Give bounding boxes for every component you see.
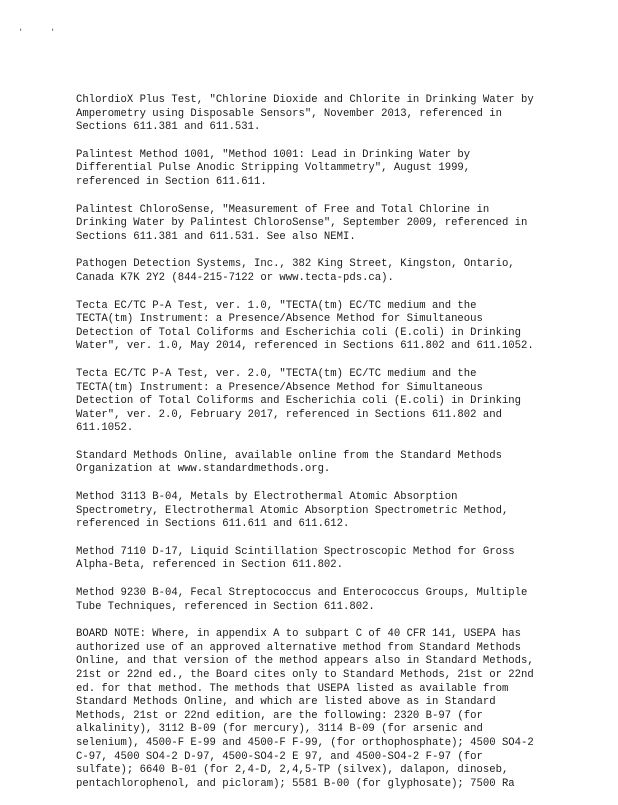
reference-pathogen-detection-systems: Pathogen Detection Systems, Inc., 382 King Street, Kingston, Ontario, Canada K7K 2Y2 (844-215-7122 or www.tecta-pds.ca). [76, 258, 515, 284]
reference-tecta-ver-2: Tecta EC/TC P-A Test, ver. 2.0, "TECTA(tm) EC/TC medium and the TECTA(tm) Instrument: a Presence/Absence Method for Simultaneous Detection of Total Coliforms and Escherichia coli (E.coli) in Drinking Water", ver. 2.0, February 2017, referenced in Sections 611.802 and 611.1052. [76, 367, 522, 435]
reference-chlordiox-plus: ChlordioX Plus Test, "Chlorine Dioxide and Chlorite in Drinking Water by Amperometry using Disposable Sensors", November 2013, referenced in Sections 611.381 and 611.531. [76, 94, 534, 134]
scan-mark: ' [50, 28, 56, 38]
board-note: BOARD NOTE: Where, in appendix A to subpart C of 40 CFR 141, USEPA has authorized use of an approved alternative method from Standard Methods Online, and that version of the method appears also in Standard Methods, 21st or 22nd ed., the Board cites only to Standard Methods, 21st or 22nd ed. for that method. The methods that USEPA listed as available from Standard Methods Online, and which are listed above as in Standard Methods, 21st or 22nd edition, are the following: 2320 B-97 (for alkalinity), 3112 B-09 (for mercury), 3114 B-09 (for arsenic and selenium), 4500-F E-99 and 4500-F F-99, (for orthophosphate); 4500 SO4-2 C-97, 4500 SO4-2 D-97, 4500-SO4-2 E 97, and 4500-SO4-2 F-97 (for sulfate); 6640 B-01 (for 2,4-D, 2,4,5-TP (silvex), dalapon, dinoseb, pentachlorophenol, and picloram); 5581 B-00 (for glyphosate); 7500 Ra [76, 628, 534, 790]
reference-tecta-ver-1: Tecta EC/TC P-A Test, ver. 1.0, "TECTA(tm) EC/TC medium and the TECTA(tm) Instrument: a Presence/Absence Method for Simultaneous Detection of Total Coliforms and Escherichia coli (E.coli) in Drinking Water", ver. 1.0, May 2014, referenced in Sections 611.802 and 611.1052. [76, 299, 534, 353]
reference-method-3113: Method 3113 B-04, Metals by Electrothermal Atomic Absorption Spectrometry, Electrothermal Atomic Absorption Spectrometric Method, referenced in Sections 611.611 and 611.612. [76, 491, 509, 531]
reference-palintest-chlorosense: Palintest ChloroSense, "Measurement of Free and Total Chlorine in Drinking Water by Palintest ChloroSense", September 2009, referenced in Sections 611.381 and 611.531. See also NEMI. [76, 203, 528, 243]
reference-method-7110: Method 7110 D-17, Liquid Scintillation Spectroscopic Method for Gross Alpha-Beta, referenced in Section 611.802. [76, 545, 515, 572]
reference-palintest-method-1001: Palintest Method 1001, "Method 1001: Lead in Drinking Water by Differential Pulse Anodic Stripping Voltammetry", August 1999, referenced in Section 611.611. [76, 148, 471, 188]
document-body [76, 94, 548, 805]
reference-standard-methods-online: Standard Methods Online, available online from the Standard Methods Organization at www.standardmethods.org. [76, 449, 502, 476]
scan-mark: ' [18, 28, 24, 38]
reference-method-9230: Method 9230 B-04, Fecal Streptococcus and Enterococcus Groups, Multiple Tube Techniques, referenced in Section 611.802. [76, 587, 528, 613]
